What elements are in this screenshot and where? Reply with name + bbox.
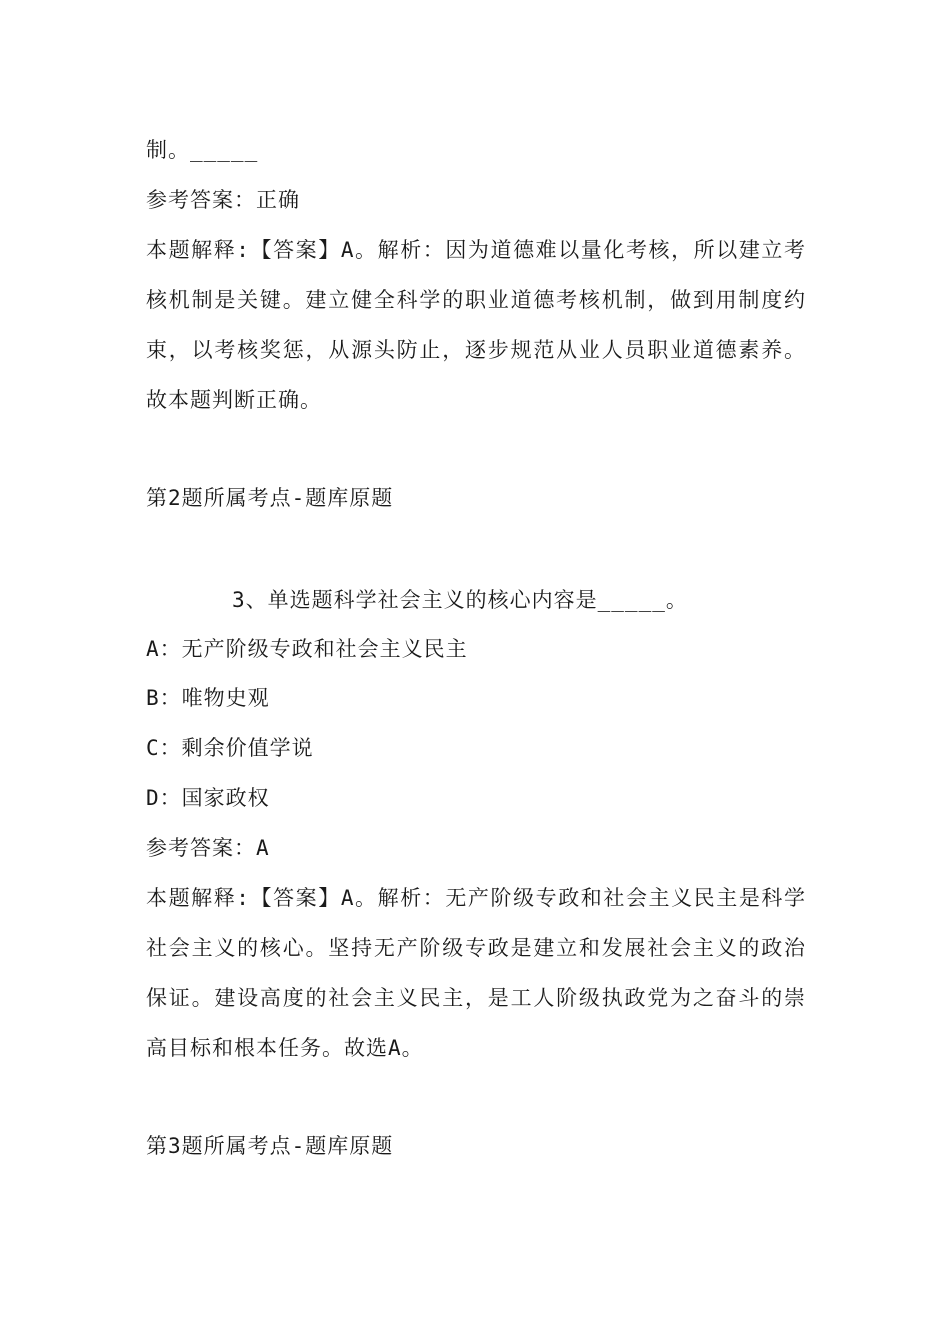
q3-topic: 第3题所属考点-题库原题 [146, 1134, 394, 1158]
q3-question: 3、单选题科学社会主义的核心内容是_____。 [232, 588, 688, 612]
q2-explanation-line-1: 本题解释:【答案】A。解析：因为道德难以量化考核，所以建立考 [146, 238, 806, 262]
q2-explanation-line-3: 束，以考核奖惩，从源头防止，逐步规范从业人员职业道德素养。 [146, 338, 806, 362]
q2-explanation-line-2: 核机制是关键。建立健全科学的职业道德考核机制，做到用制度约 [146, 288, 806, 312]
q3-option-d: D：国家政权 [146, 786, 270, 810]
q3-explanation-line-1: 本题解释:【答案】A。解析：无产阶级专政和社会主义民主是科学 [146, 886, 806, 910]
q3-option-b: B：唯物史观 [146, 686, 270, 710]
q3-option-c: C：剩余价值学说 [146, 736, 314, 760]
q2-topic: 第2题所属考点-题库原题 [146, 486, 394, 510]
q3-explanation-line-4: 高目标和根本任务。故选A。 [146, 1036, 424, 1060]
q2-question-tail: 制。_____ [146, 138, 259, 162]
q3-answer: 参考答案：A [146, 836, 270, 860]
q2-explanation-line-4: 故本题判断正确。 [146, 388, 322, 412]
q3-option-a: A：无产阶级专政和社会主义民主 [146, 637, 468, 661]
q3-explanation-line-3: 保证。建设高度的社会主义民主，是工人阶级执政党为之奋斗的崇 [146, 986, 806, 1010]
q2-answer: 参考答案：正确 [146, 188, 300, 212]
q3-explanation-line-2: 社会主义的核心。坚持无产阶级专政是建立和发展社会主义的政治 [146, 936, 806, 960]
